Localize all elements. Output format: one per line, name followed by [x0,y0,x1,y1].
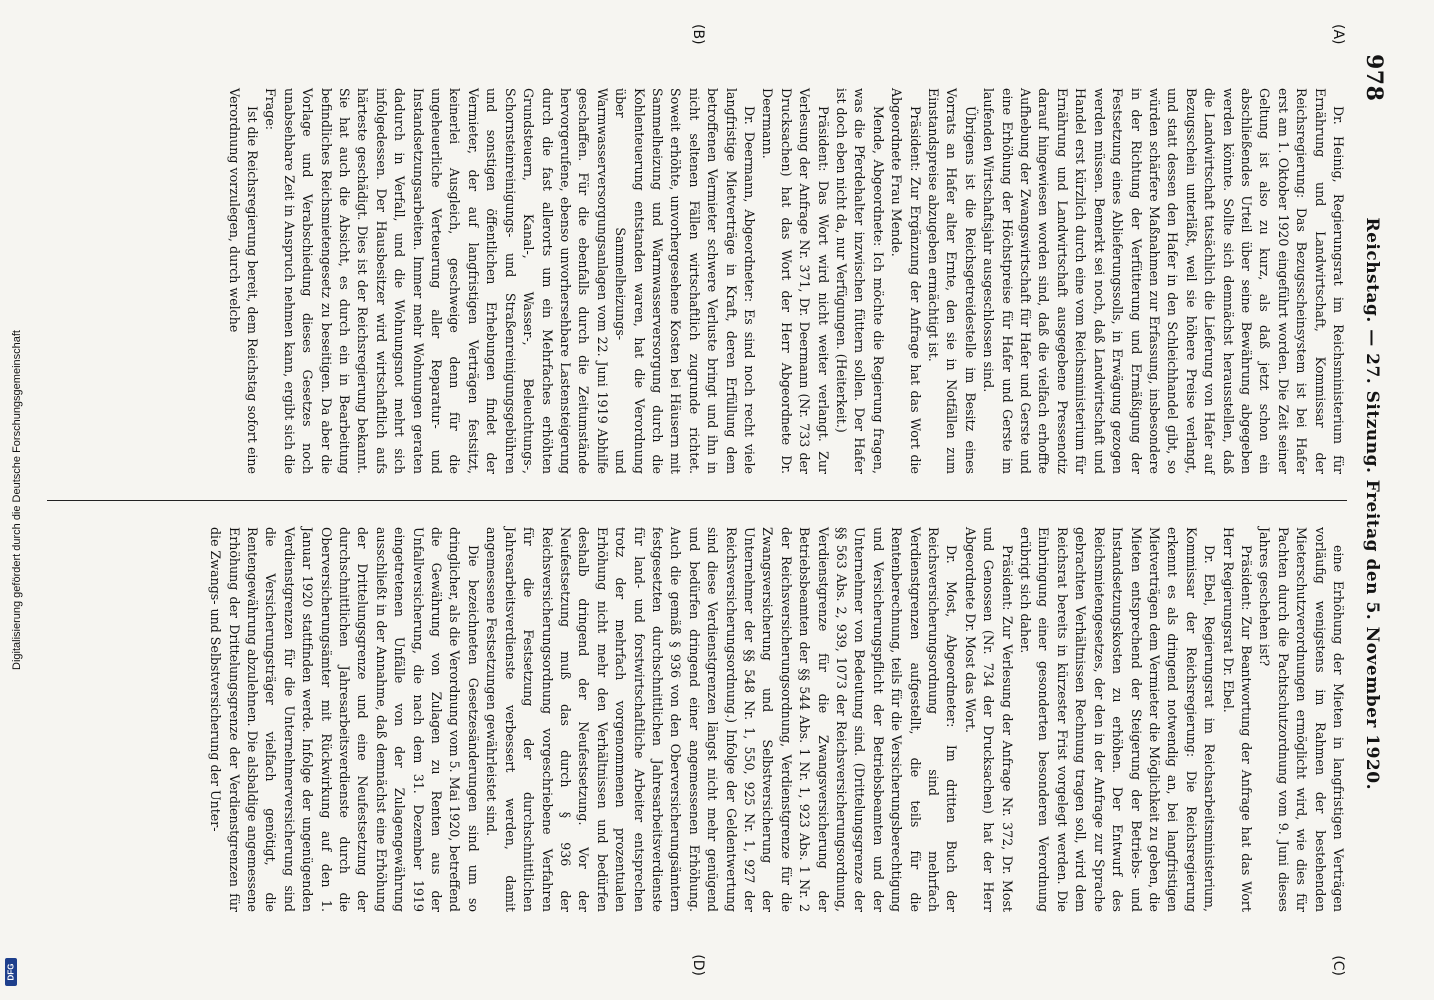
margin-mark-b: (B) [690,24,706,45]
paragraph: eine Erhöhung der Mieten in langfristigen Verträgen vorläufig wenigstens im Rahmen der bestehenden Mieterschutzverordnungen ermöglicht wird, wie dies für Pachten durch die Pachtschutzordnung vom 9. Juni dieses Jahres geschehen ist? [1257,527,1346,912]
two-column-body [47,24,1347,976]
paragraph: Übrigens ist die Reichsgetreidestelle im Besitz eines Vorrats an Hafer alter Ernte, den sie in Notfällen zum Einstandspreise abzugeben ermächtigt ist. [926,88,978,474]
page-number: 978 [1361,54,1387,102]
attribution-text: Digitalisierung gefördert durch die Deutsche Forschungsgemeinschaft [11,330,23,670]
margin-mark-c: (C) [1330,955,1346,976]
paragraph: Präsident: Zur Verlesung der Anfrage Nr. 372, Dr. Most und Genossen (Nr. 734 der Drucksachen) hat der Herr Abgeordnete Dr. Most das Wort. [962,527,1015,912]
paragraph: Ist die Reichsregierung bereit, dem Reichstag sofort eine Verordnung vorzulegen, durch welche [226,88,261,474]
running-title: Reichstag. — 27. Sitzung. Freitag den 5. November 1920. [1362,217,1382,790]
paragraph: Dr. Ebel, Regierungsrat im Reichsarbeitsministerium, Kommissar der Reichsregierung: Die Reichsregierung erkennt es als dringend notwendig an, bei langfristigen Mietverträgen dem Vermieter die Möglichkeit zu geben, die Mieten entsprechend der Steigerung der Betriebs- und Instandsetzungskosten zu erhöhen. Der Entwurf des Reichsmietengesetzes, der den in der Anfrage zur Sprache gebrachten Verhältnissen Rechnung tragen soll, wird dem Reichsrat bereits in kürzester Frist vorgelegt werden. Die Einbringung einer gesonderten besonderen Verordnung erübrigt sich daher. [1018,527,1218,912]
paragraph: Die bezeichneten Gesetzesänderungen sind um so dringlicher, als die Verordnung vom 5. Mai 1920, betreffend die Gewährung von Zulagen zu Renten aus der Unfallversicherung, die nach dem 31. Dezember 1919 eingetretenen Unfälle von der Zulagengewährung ausschließt in der Annahme, daß demnächst eine Erhöhung der Drittelungsgrenze und eine Neufestsetzung der durchschnittlichen Jahresarbeitsverdienste durch die Oberversicherungsämter mit Rückwirkung auf den 1. Januar 1920 stattfinden werde. Infolge der ungenügenden Verdienstgrenzen für die Unternehmerversicherung sind die Versicherungsträger vielfach genötigt, die Rentengewährung abzulehnen. Die alsbaldige angemessene Erhöhung der Drittelungsgrenze der Verdienstgrenzen für die Zwangs- und Selbstversicherung der Unter- [208,527,481,912]
running-head [1353,54,1387,946]
left-column [47,24,1347,500]
margin-mark-a: (A) [1330,24,1346,45]
paragraph: Präsident: Zur Beantwortung der Anfrage hat das Wort Herr Regierungsrat Dr. Ebel. [1220,527,1254,912]
paragraph: Dr. Deermann, Abgeordneter: Es sind noch recht viele langfristige Mietverträge in Kraft, deren Erfüllung dem betroffenen Vermieter schwere Verluste bringt und ihn in nicht seltenen Fällen wirtschaftlich zugrunde richtet. Soweit erhöhte, unvorhergesehene Kosten bei Häusern mit Sammelheizung und Warmwasserversorgung durch die Kohlenteuerung entstanden waren, hat die Verordnung über Sammelheizungs- und Warmwasserversorgungsanlagen vom 22. Juni 1919 Abhilfe geschaffen. Für die ebenfalls durch die Zeitumstände hervorgerufene, ebenso unvorhersehbare Lastensteigerung durch die fast allerorts um ein Mehrfaches erhöhten Grundsteuern, Kanal-, Wasser-, Beleuchtungs-, Schornsteinreinigungs- und Straßenreinigungsgebühren und sonstigen öffentlichen Erhebungen findet der Vermieter, der auf langfristigen Verträgen festsitzt, keinerlei Ausgleich, geschweige denn für die ungeheuerliche Verteuerung aller Reparatur- und Instandsetzungsarbeiten. Immer mehr Wohnungen geraten dadurch in Verfall, und die Wohnungsnot mehrt sich infolgedessen. Der Hausbesitzer wird wirtschaftlich aufs härteste geschädigt. Dies ist der Reichsregierung bekannt. Sie hat auch die Absicht, es durch ein in Bearbeitung befindliches Reichsmietengesetz zu beseitigen. Da aber die Vorlage und Verabschiedung dieses Gesetzes noch unabsehbare Zeit in Anspruch nehmen kann, ergibt sich die Frage: [263,88,757,474]
dfg-logo [5,958,17,986]
right-column [47,500,1347,976]
paragraph: Mende, Abgeordnete: Ich möchte die Regierung fragen, was die Pferdehalter inzwischen füttern sollen. Der Hafer ist doch eben nicht da, nur Verfügungen. (Heiterkeit.) [834,88,886,474]
paragraph: Präsident: Zur Ergänzung der Anfrage hat das Wort die Abgeordnete Frau Mende. [889,88,923,474]
paragraph: Präsident: Das Wort wird nicht weiter verlangt. Zur Verlesung der Anfrage Nr. 371, Dr. Deermann (Nr. 733 der Drucksachen) hat das Wort der Herr Abgeordnete Dr. Deermann. [760,88,831,474]
paragraph: Dr. Most, Abgeordneter: Im dritten Buch der Reichsversicherungsordnung sind mehrfach Verdienstgrenzen aufgestellt, die teils für die Rentenberechnung, teils für die Versicherungsberechtigung und Versicherungspflicht der Betriebsbeamten und der Unternehmer von Bedeutung sind. (Drittelungsgrenze der §§ 563 Abs. 2, 939, 1073 der Reichsversicherungsordnung, Verdienstgrenze für die Zwangsversicherung der Betriebsbeamten der §§ 544 Abs. 1 Nr. 1, 923 Abs. 1 Nr. 2 der Reichsversicherungsordnung, Verdienstgrenze für die Zwangsversicherung und Selbstversicherung der Unternehmer der §§ 548 Nr. 1, 550, 925 Nr. 1, 927 der Reichsversicherungsordnung.) Infolge der Geldentwertung sind diese Verdienstgrenzen längst nicht mehr genügend und bedürfen dringend einer angemessenen Erhöhung. Auch die gemäß § 936 von den Oberversicherungsämtern festgesetzten durchschnittlichen Jahresarbeitsverdienste für land- und forstwirtschaftliche Arbeiter entsprechen trotz der mehrfach vorgenommenen prozentualen Erhöhung nicht mehr den Verhältnissen und bedürfen deshalb dringend der Neufestsetzung. Vor der Neufestsetzung muß das durch § 936 der Reichsversicherungsordnung vorgeschriebene Verfahren für die Festsetzung der durchschnittlichen Jahresarbeitsverdienste verbessert werden, damit angemessene Festsetzungen gewährleistet sind. [484,527,960,912]
margin-mark-d: (D) [690,954,706,976]
paragraph: Dr. Heinig, Regierungsrat im Reichsministerium für Ernährung und Landwirtschaft, Kommissar der Reichsregierung: Das Bezugsscheinsystem ist bei Hafer erst am 1. Oktober 1920 eingeführt worden. Die Zeit seiner Geltung ist also zu kurz, als daß jetzt schon ein abschließendes Urteil über seine Bewährung abgegeben werden könnte. Sollte sich demnächst herausstellen, daß die Landwirtschaft tatsächlich die Lieferung von Hafer auf Bezugsschein unterläßt, weil sie höhere Preise verlangt, und statt dessen den Hafer in den Schleichhandel gibt, so würden schärfere Maßnahmen zur Erfassung, insbesondere in der Richtung der Verfütterung und Ermäßigung der Festsetzung eines Ablieferungssolls, in Erwägung gezogen werden müssen. Bemerkt sei noch, daß Landwirtschaft und Handel erst kürzlich durch eine vom Reichsministerium für Ernährung und Landwirtschaft ausgegebene Pressenotiz darauf hingewiesen worden sind, daß die vielfach erhoffte Aufhebung der Zwangswirtschaft für Hafer und Gerste und eine Erhöhung der Höchstpreise für Hafer und Gerste im laufenden Wirtschaftsjahr ausgeschlossen sind. [981,88,1346,474]
digitization-footer [0,0,34,1000]
dfg-logo-text: DFG [6,963,16,981]
rotated-document-page [27,20,1407,980]
